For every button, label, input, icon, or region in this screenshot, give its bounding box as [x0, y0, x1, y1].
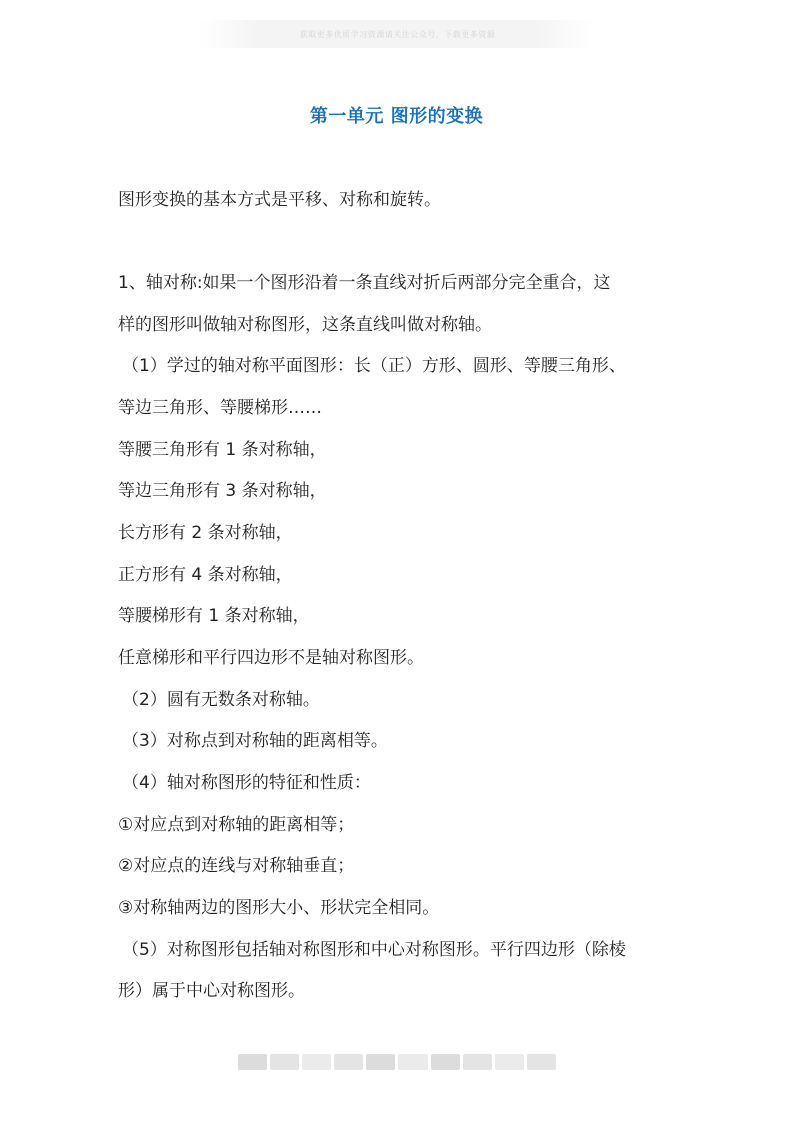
paragraph-line: （3）对称点到对称轴的距离相等。	[122, 731, 388, 751]
paragraph-line: （4）轴对称图形的特征和性质：	[122, 773, 371, 793]
page-title: 第一单元 图形的变换	[309, 106, 484, 127]
paragraph-line: 等边三角形有 3 条对称轴，	[118, 481, 327, 501]
header-watermark-banner	[200, 20, 595, 48]
paragraph-line: 任意梯形和平行四边形不是轴对称图形。	[118, 648, 424, 668]
paragraph-line: 等腰三角形有 1 条对称轴，	[118, 440, 327, 460]
header-watermark-text: 获取更多优质学习资源请关注公众号，下载更多资源	[299, 29, 496, 39]
paragraph-line: （2）圆有无数条对称轴。	[122, 690, 320, 710]
paragraph-line: （1）学过的轴对称平面图形：长（正）方形、圆形、等腰三角形、	[122, 356, 626, 376]
paragraph-line: （5）对称图形包括轴对称图形和中心对称图形。平行四边形（除棱	[122, 940, 626, 960]
paragraph-line: 样的图形叫做轴对称图形，这条直线叫做对称轴。	[118, 315, 492, 335]
paragraph-line: ②对应点的连线与对称轴垂直；	[118, 856, 355, 876]
paragraph-line: 等边三角形、等腰梯形……	[118, 398, 322, 418]
paragraph-intro: 图形变换的基本方式是平移、对称和旋转。	[118, 190, 441, 210]
paragraph-line: 形）属于中心对称图形。	[118, 981, 305, 1001]
paragraph-line: ①对应点到对称轴的距离相等；	[118, 815, 355, 835]
paragraph-line: ③对称轴两边的图形大小、形状完全相同。	[118, 898, 440, 918]
paragraph-line: 长方形有 2 条对称轴，	[118, 523, 293, 543]
footer-watermark	[238, 1054, 556, 1070]
paragraph-line: 正方形有 4 条对称轴，	[118, 565, 293, 585]
paragraph-line: 等腰梯形有 1 条对称轴，	[118, 606, 310, 626]
paragraph-line: 1、轴对称:如果一个图形沿着一条直线对折后两部分完全重合，这	[118, 273, 611, 293]
